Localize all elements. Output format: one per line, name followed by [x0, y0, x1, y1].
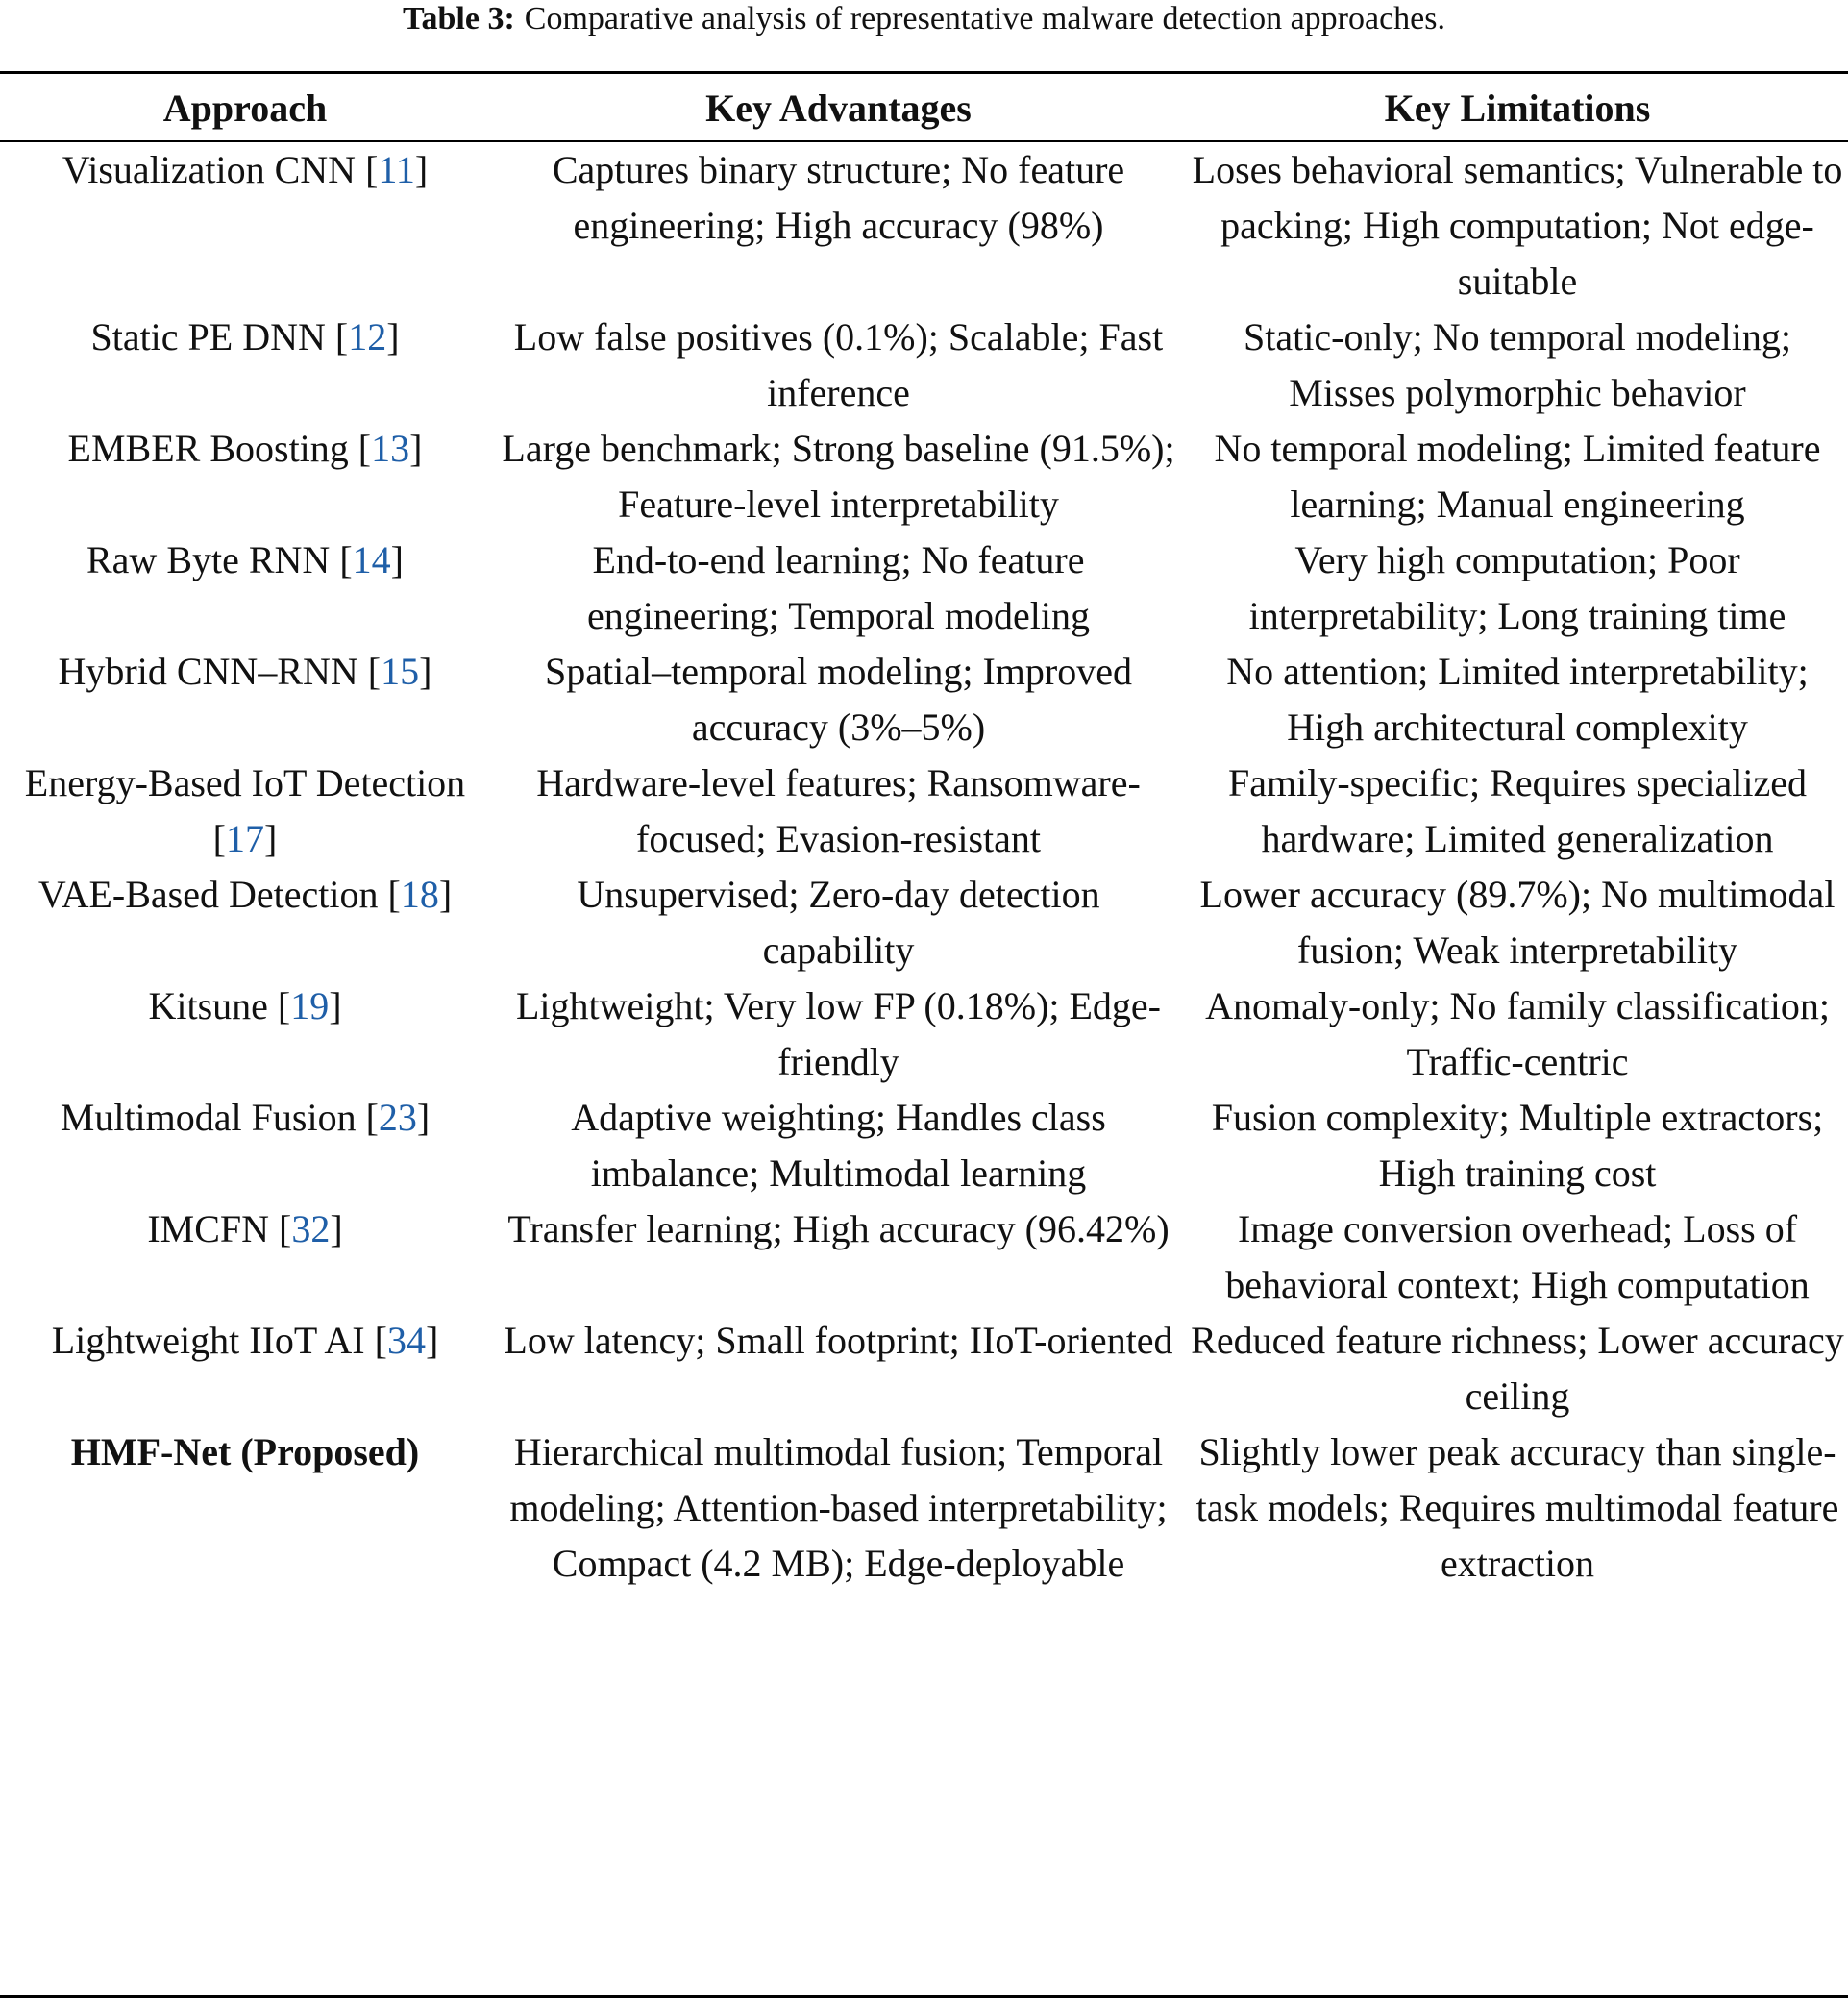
approach-name: Lightweight IIoT AI: [51, 1319, 365, 1362]
table-top-rule: [0, 71, 1848, 74]
comparison-table: [0, 75, 1848, 1592]
approach-cell: Energy-Based IoT Detection [17]: [24, 761, 466, 860]
advantages-cell: Lightweight; Very low FP (0.18%); Edge-friendly: [515, 984, 1162, 1083]
advantages-cell: Low false positives (0.1%); Scalable; Fast inference: [513, 315, 1164, 414]
table-row: [0, 1313, 1848, 1424]
table-row: [0, 867, 1848, 978]
citation-link[interactable]: 32: [291, 1207, 331, 1250]
advantages-cell: Hierarchical multimodal fusion; Temporal modeling; Attention-based interpretability; Compact (4.2 MB); Edge-deployable: [509, 1430, 1168, 1585]
advantages-cell: Captures binary structure; No feature engineering; High accuracy (98%): [552, 148, 1125, 247]
advantages-cell: Transfer learning; High accuracy (96.42%): [507, 1207, 1170, 1250]
advantages-cell: Low latency; Small footprint; IIoT-oriented: [504, 1319, 1173, 1362]
approach-name: IMCFN: [147, 1207, 270, 1250]
citation-link[interactable]: 19: [290, 984, 330, 1027]
limitations-cell: Reduced feature richness; Lower accuracy ceiling: [1191, 1319, 1844, 1418]
table-row: [0, 1201, 1848, 1313]
advantages-cell: Large benchmark; Strong baseline (91.5%); Feature-level interpretability: [502, 427, 1175, 526]
approach-name: Kitsune: [148, 984, 268, 1027]
table-row: [0, 1090, 1848, 1201]
table-row: [0, 978, 1848, 1090]
approach-name: HMF-Net (Proposed): [70, 1430, 420, 1473]
approach-cell: Kitsune [19]: [148, 984, 342, 1027]
table-bottom-rule: [0, 1995, 1848, 1998]
limitations-cell: Image conversion overhead; Loss of behavioral context; High computation: [1225, 1207, 1810, 1306]
approach-name: Raw Byte RNN: [86, 538, 331, 581]
citation-link[interactable]: 15: [381, 650, 420, 693]
table-row: [0, 421, 1848, 532]
citation-link[interactable]: 18: [400, 873, 439, 916]
approach-cell: Hybrid CNN–RNN [15]: [58, 650, 432, 693]
limitations-cell: Family-specific; Requires specialized hardware; Limited generalization: [1227, 761, 1807, 860]
header-approach: Approach: [162, 87, 328, 130]
table-caption-label: Table 3:: [402, 1, 515, 37]
advantages-cell: End-to-end learning; No feature engineering; Temporal modeling: [587, 538, 1090, 637]
table-row: [0, 644, 1848, 755]
approach-cell: Multimodal Fusion [23]: [60, 1096, 431, 1139]
approach-name: Energy-Based IoT Detection: [24, 761, 466, 804]
limitations-cell: Anomaly-only; No family classification; Traffic-centric: [1205, 984, 1830, 1083]
limitations-cell: Static-only; No temporal modeling; Misses polymorphic behavior: [1244, 315, 1791, 414]
limitations-cell: No attention; Limited interpretability; High architectural complexity: [1226, 650, 1809, 749]
limitations-cell: Loses behavioral semantics; Vulnerable to packing; High computation; Not edge-suitable: [1192, 148, 1843, 303]
table-row: [0, 755, 1848, 867]
advantages-cell: Hardware-level features; Ransomware-focused; Evasion-resistant: [536, 761, 1141, 860]
citation-link[interactable]: 14: [352, 538, 391, 581]
approach-cell: Lightweight IIoT AI [34]: [51, 1319, 439, 1362]
citation-link[interactable]: 23: [378, 1096, 417, 1139]
table-caption: [0, 0, 1848, 48]
approach-name: EMBER Boosting: [67, 427, 349, 470]
approach-name: Multimodal Fusion: [60, 1096, 357, 1139]
limitations-cell: Lower accuracy (89.7%); No multimodal fusion; Weak interpretability: [1199, 873, 1836, 972]
table-row: [0, 309, 1848, 421]
approach-name: VAE-Based Detection: [37, 873, 379, 916]
approach-cell: VAE-Based Detection [18]: [37, 873, 453, 916]
approach-cell: EMBER Boosting [13]: [67, 427, 423, 470]
approach-name: Hybrid CNN–RNN: [58, 650, 358, 693]
table-row: [0, 532, 1848, 644]
table-caption-text: Comparative analysis of representative malware detection approaches.: [524, 1, 1446, 37]
limitations-cell: Slightly lower peak accuracy than single-task models; Requires multimodal feature extraction: [1195, 1430, 1839, 1585]
approach-cell: IMCFN [32]: [147, 1207, 343, 1250]
citation-link[interactable]: 11: [378, 148, 415, 191]
approach-cell: Raw Byte RNN [14]: [86, 538, 404, 581]
approach-cell: [0, 1424, 490, 1592]
citation-link[interactable]: 13: [371, 427, 410, 470]
citation-link[interactable]: 12: [348, 315, 387, 359]
approach-name: Static PE DNN: [90, 315, 326, 359]
advantages-cell: Unsupervised; Zero-day detection capability: [577, 873, 1100, 972]
citation-link[interactable]: 17: [226, 817, 264, 860]
limitations-cell: Very high computation; Poor interpretability; Long training time: [1248, 538, 1786, 637]
advantages-cell: Adaptive weighting; Handles class imbalance; Multimodal learning: [571, 1096, 1106, 1195]
table-row: [0, 142, 1848, 309]
limitations-cell: No temporal modeling; Limited feature learning; Manual engineering: [1214, 427, 1821, 526]
table-row-proposed: [0, 1424, 1848, 1592]
approach-cell: Visualization CNN [11]: [62, 148, 429, 191]
header-limitations: Key Limitations: [1384, 87, 1651, 130]
header-advantages: Key Advantages: [705, 87, 972, 130]
limitations-cell: Fusion complexity; Multiple extractors; High training cost: [1211, 1096, 1824, 1195]
advantages-cell: Spatial–temporal modeling; Improved accuracy (3%–5%): [545, 650, 1132, 749]
citation-link[interactable]: 34: [386, 1319, 426, 1362]
table-header-row: [0, 75, 1848, 142]
approach-cell: Static PE DNN [12]: [90, 315, 400, 359]
approach-name: Visualization CNN: [62, 148, 357, 191]
